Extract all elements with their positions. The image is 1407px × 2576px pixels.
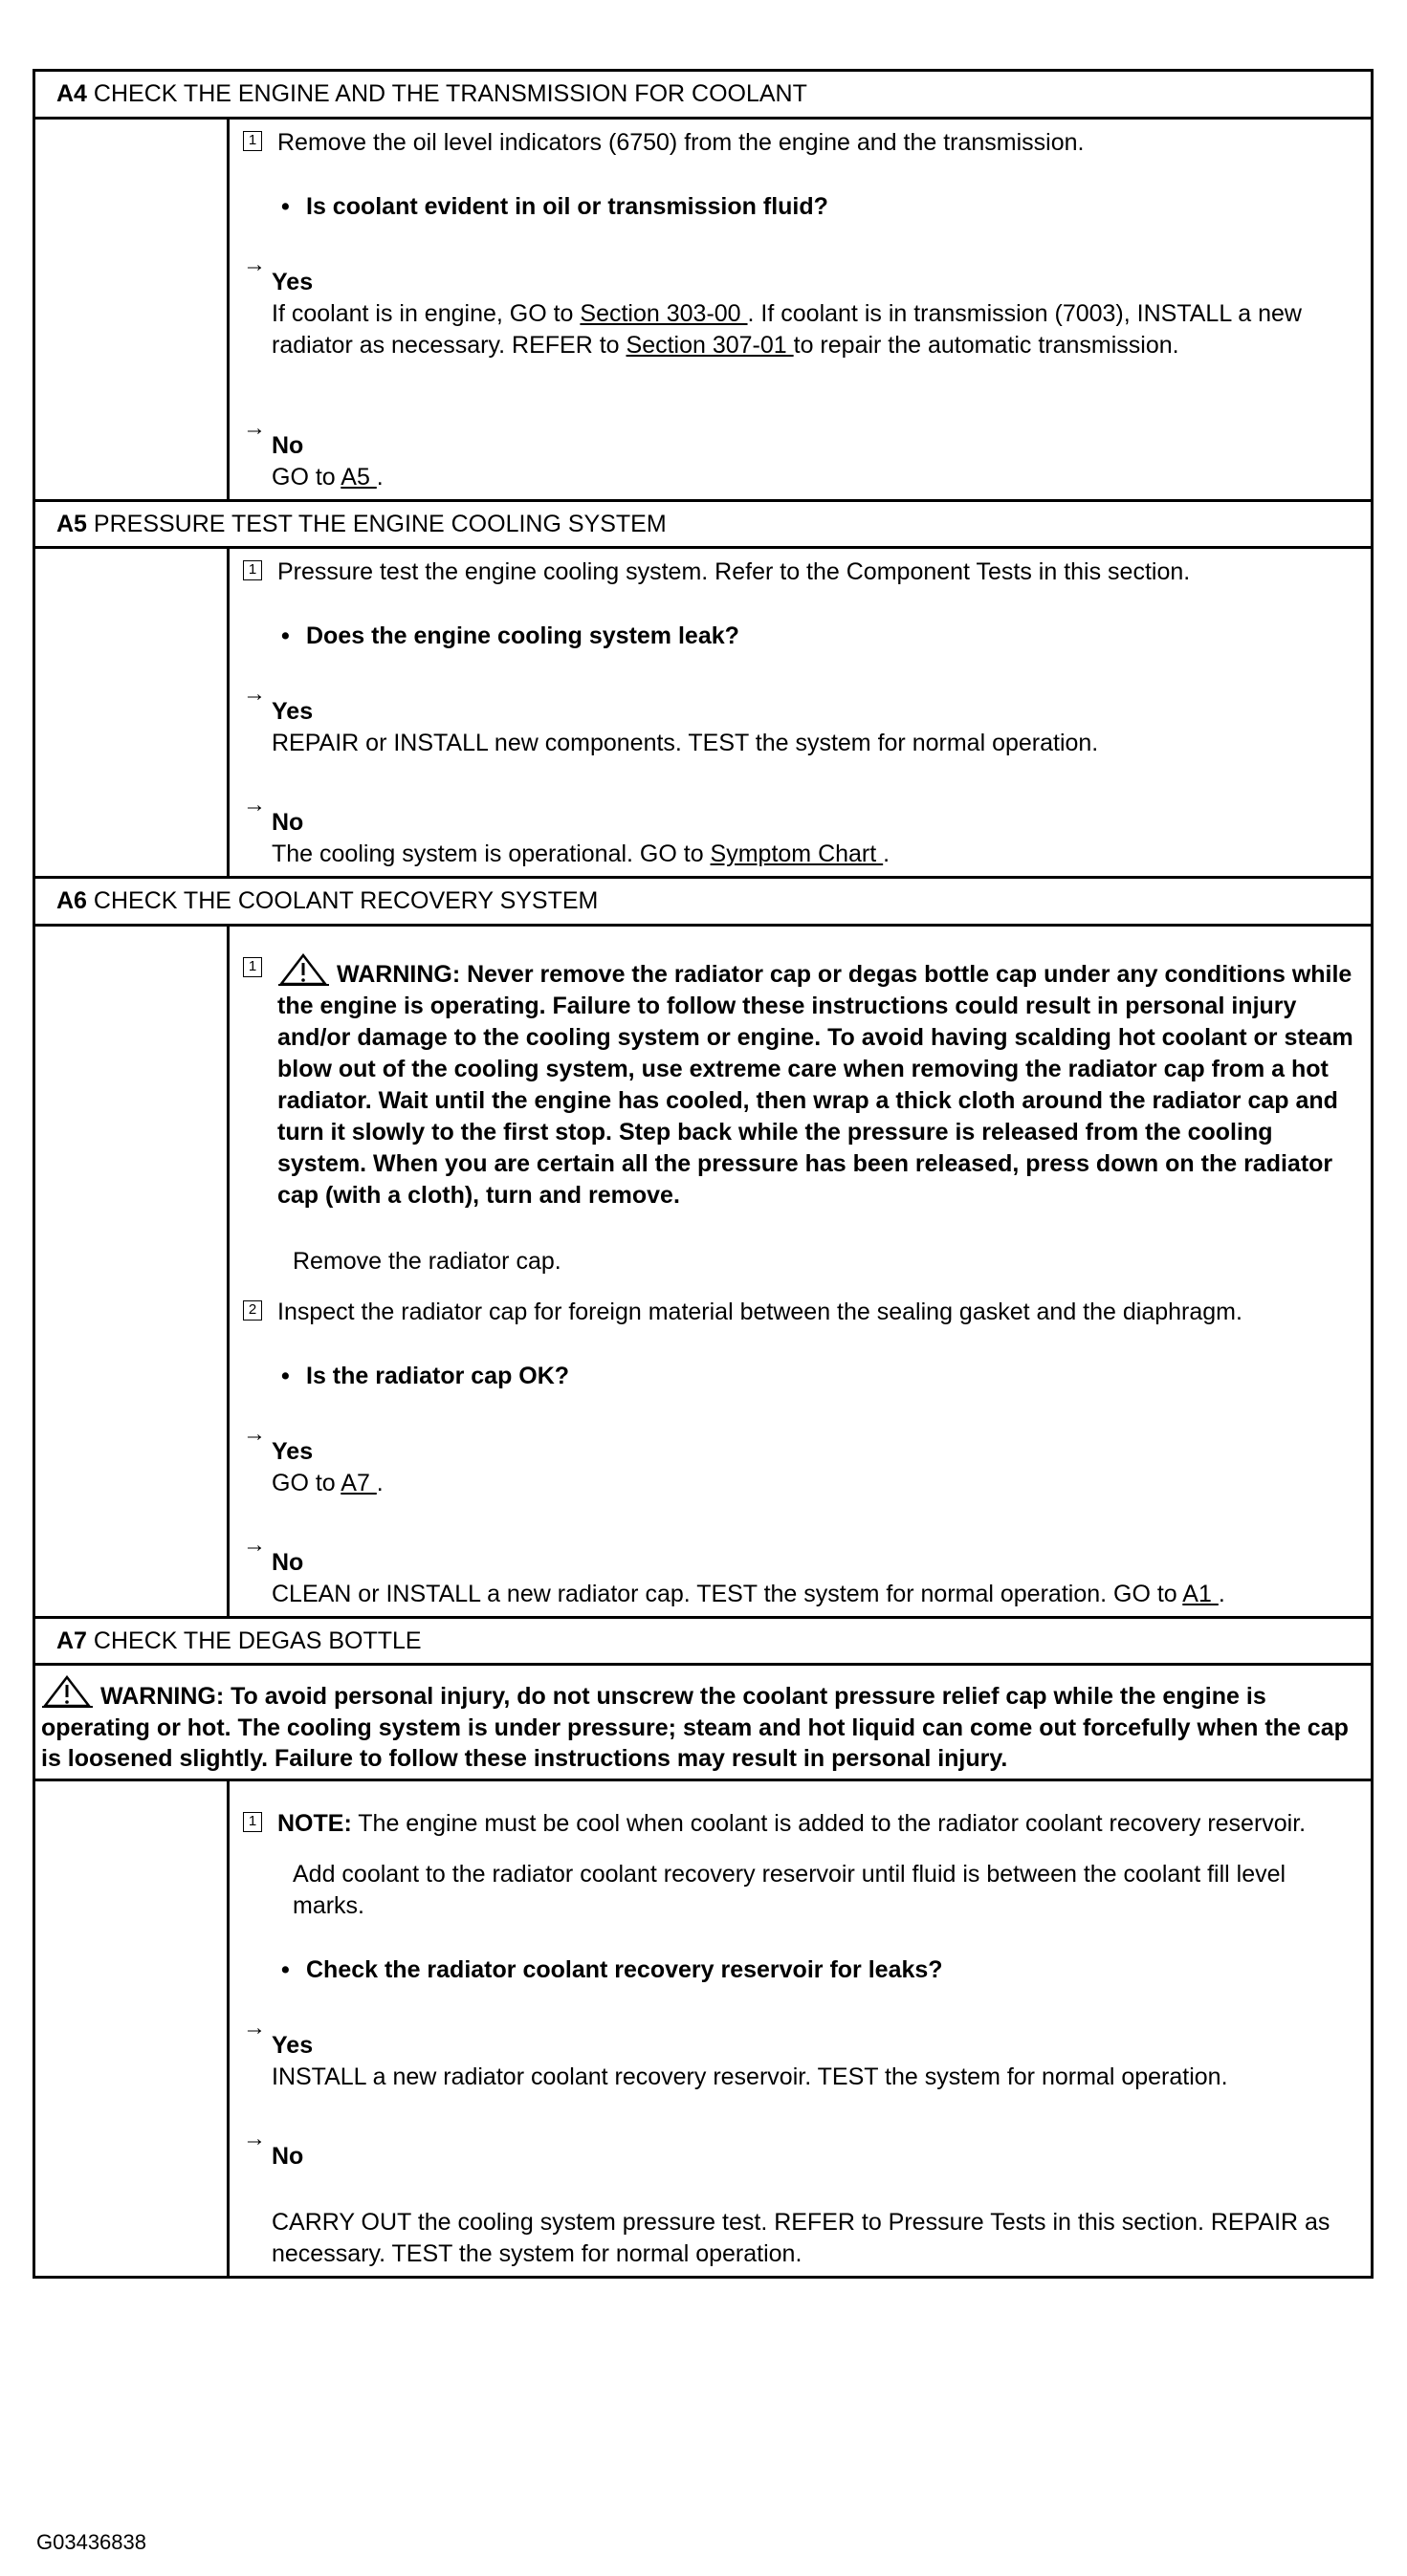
figure-id: G03436838 bbox=[36, 2530, 146, 2554]
answer-yes: → Yes bbox=[243, 681, 314, 725]
question: • Is coolant evident in oil or transmission fluid? bbox=[281, 191, 1363, 223]
answer-no: → No bbox=[243, 1531, 304, 1576]
section-header-a6 bbox=[35, 879, 1371, 927]
section-body-a7 bbox=[35, 1781, 1371, 2276]
arrow-right-icon: → bbox=[243, 2014, 266, 2041]
answer-yes: → Yes bbox=[243, 251, 314, 295]
step-text: Inspect the radiator cap for foreign material between the sealing gasket and the diaphragm. bbox=[277, 1298, 1242, 1325]
answer-yes: → Yes bbox=[243, 1420, 314, 1465]
arrow-right-icon: → bbox=[243, 1531, 266, 1558]
section-header-a7 bbox=[35, 1619, 1371, 1667]
arrow-right-icon: → bbox=[243, 792, 266, 818]
question: • Is the radiator cap OK? bbox=[281, 1361, 1363, 1392]
arrow-right-icon: → bbox=[243, 681, 266, 707]
section-id: A4 bbox=[56, 80, 87, 107]
answer-yes-text: REPAIR or INSTALL new components. TEST the system for normal operation. bbox=[272, 730, 1099, 756]
note-text: NOTE: The engine must be cool when coolant is added to the radiator coolant recovery reservoir. bbox=[277, 1809, 1307, 1837]
condition-cell bbox=[35, 927, 230, 1616]
section-title: CHECK THE COOLANT RECOVERY SYSTEM bbox=[93, 887, 599, 914]
question: • Does the engine cooling system leak? bbox=[281, 621, 1363, 652]
action-cell bbox=[230, 549, 1371, 876]
answer-no: → No bbox=[243, 2125, 304, 2170]
answer-no-text: CARRY OUT the cooling system pressure test. REFER to Pressure Tests in this section. REPAIR as necessary. TEST the system for normal operation. bbox=[272, 2208, 1330, 2267]
answer-no-text: CLEAN or INSTALL a new radiator cap. TEST the system for normal operation. GO to A1 . bbox=[272, 1580, 1225, 1607]
arrow-right-icon: → bbox=[243, 2125, 266, 2151]
section-body-a4 bbox=[35, 120, 1371, 502]
warning-triangle-icon bbox=[41, 1675, 93, 1708]
section-title: CHECK THE DEGAS BOTTLE bbox=[93, 1626, 422, 1654]
warning-text: WARNING: Never remove the radiator cap or degas bottle cap under any conditions while the engine is operating. Failure to follow these instructions could result in personal injury and/or damage to the cooling system or engine. To avoid having scalding hot coolant or steam blow out of the cooling system, use extreme care when removing the radiator cap from a hot radiator. Wait until the engine has cooled, then wrap a thick cloth around the radiator cap and turn it slowly to the first stop. Step back while the pressure is released from the cooling system. When you are certain all the pressure has been released, press down on the radiator cap (with a cloth), turn and remove. bbox=[277, 953, 1363, 1212]
answer-yes-text: GO to A7 . bbox=[272, 1469, 384, 1496]
link-a5[interactable]: A5 bbox=[341, 463, 377, 491]
step-box-icon: 1 bbox=[243, 131, 262, 151]
bullet-icon: • bbox=[281, 622, 290, 649]
section-header-a4 bbox=[35, 72, 1371, 120]
step-1-action: Remove the radiator cap. bbox=[293, 1247, 561, 1275]
step-text: Pressure test the engine cooling system. Refer to the Component Tests in this section. bbox=[277, 558, 1191, 585]
section-body-a6 bbox=[35, 927, 1371, 1619]
answer-no: → No bbox=[243, 414, 304, 459]
link-section-303-00[interactable]: Section 303-00 bbox=[580, 299, 748, 327]
section-id: A6 bbox=[56, 887, 87, 914]
link-a7[interactable]: A7 bbox=[341, 1469, 377, 1496]
action-cell bbox=[230, 1781, 1371, 2276]
condition-cell bbox=[35, 549, 230, 876]
condition-cell bbox=[35, 120, 230, 499]
bullet-icon: • bbox=[281, 192, 290, 220]
step-box-icon: 2 bbox=[243, 1300, 262, 1321]
section-body-a5 bbox=[35, 549, 1371, 879]
step-1 bbox=[243, 127, 1363, 159]
bullet-icon: • bbox=[281, 1362, 290, 1389]
bullet-icon: • bbox=[281, 1955, 290, 1983]
section-id: A5 bbox=[56, 510, 87, 537]
step-box-icon: 1 bbox=[243, 957, 262, 977]
warning-triangle-icon bbox=[277, 953, 329, 986]
answer-no: → No bbox=[243, 792, 304, 836]
step-text: Remove the oil level indicators (6750) from the engine and the transmission. bbox=[277, 128, 1085, 156]
step-box-icon: 1 bbox=[243, 1812, 262, 1832]
step-1-action: Add coolant to the radiator coolant recovery reservoir until fluid is between the coolant fill level marks. bbox=[293, 1860, 1286, 1919]
arrow-right-icon: → bbox=[243, 414, 266, 441]
answer-yes-text: INSTALL a new radiator coolant recovery reservoir. TEST the system for normal operation. bbox=[272, 2063, 1228, 2090]
section-id: A7 bbox=[56, 1626, 87, 1654]
section-warning-a7: WARNING: To avoid personal injury, do not unscrew the coolant pressure relief cap while the engine is operating or hot. The cooling system is under pressure; steam and hot liquid can come out forcefully when the cap is loosened slightly. Failure to follow these instructions may result in personal injury. bbox=[35, 1666, 1371, 1781]
link-a1[interactable]: A1 bbox=[1182, 1580, 1219, 1607]
section-header-a5 bbox=[35, 502, 1371, 550]
section-title: PRESSURE TEST THE ENGINE COOLING SYSTEM bbox=[93, 510, 667, 537]
action-cell bbox=[230, 927, 1371, 1616]
step-1 bbox=[243, 557, 1363, 588]
question: • Check the radiator coolant recovery reservoir for leaks? bbox=[281, 1954, 1363, 1986]
diagnostic-table bbox=[33, 69, 1374, 2279]
arrow-right-icon: → bbox=[243, 1420, 266, 1447]
answer-yes-text: If coolant is in engine, GO to Section 303-00 . If coolant is in transmission (7003), INSTALL a new radiator as necessary. REFER to Section 307-01 to repair the automatic transmission. bbox=[272, 299, 1302, 359]
section-title: CHECK THE ENGINE AND THE TRANSMISSION FOR COOLANT bbox=[93, 80, 807, 107]
step-2 bbox=[243, 1297, 1363, 1328]
arrow-right-icon: → bbox=[243, 251, 266, 277]
answer-yes: → Yes bbox=[243, 2014, 314, 2059]
action-cell bbox=[230, 120, 1371, 499]
step-1 bbox=[243, 953, 1363, 1212]
condition-cell bbox=[35, 1781, 230, 2276]
link-symptom-chart[interactable]: Symptom Chart bbox=[710, 840, 884, 867]
step-1 bbox=[243, 1808, 1363, 1840]
answer-no-text: GO to A5 . bbox=[272, 463, 384, 491]
step-box-icon: 1 bbox=[243, 560, 262, 580]
link-section-307-01[interactable]: Section 307-01 bbox=[626, 331, 794, 359]
answer-no-text: The cooling system is operational. GO to Symptom Chart . bbox=[272, 840, 890, 867]
